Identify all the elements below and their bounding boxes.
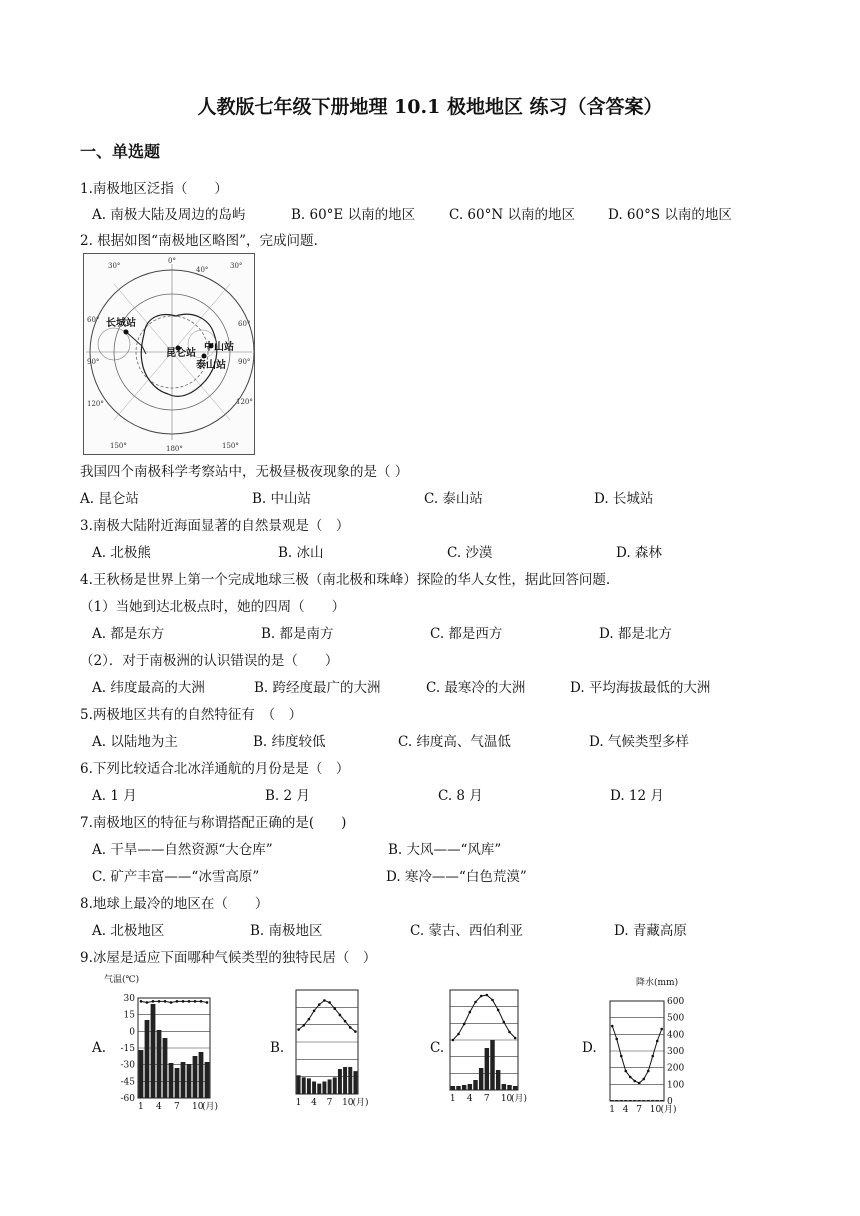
- climate-chart-d[interactable]: [598, 975, 698, 1118]
- map-degree-90e: 90°: [238, 358, 251, 366]
- map-degree-0: 0°: [168, 257, 176, 265]
- question-4-sub1: （1）当她到达北极点时，她的四周（ ）: [80, 599, 346, 615]
- chart-b-temp-point: [318, 1003, 321, 1006]
- q9-option-a-label[interactable]: A.: [92, 1040, 107, 1056]
- chart-b-precip-bar: [338, 1069, 342, 1094]
- chart-b-precip-bar: [348, 1067, 352, 1094]
- chart-c-temp-point: [486, 994, 489, 997]
- chart-d-precip-bar: [660, 1100, 663, 1101]
- q4-2-option-c[interactable]: C. 最寒冷的大洲: [426, 680, 526, 696]
- chart-b-precip-bar: [333, 1077, 337, 1094]
- chart-d-y-tick: 300: [667, 1047, 685, 1057]
- chart-a-x-tick: 4: [156, 1102, 162, 1112]
- chart-d-temp-point: [647, 1070, 650, 1073]
- q2-option-a[interactable]: A. 昆仑站: [80, 491, 139, 507]
- chart-a-precip-bar: [145, 1020, 150, 1098]
- q4-2-option-b[interactable]: B. 跨经度最广的大洲: [254, 680, 381, 696]
- chart-a-y-tick: -30: [120, 1060, 135, 1071]
- chart-a-y-tick: 30: [123, 994, 135, 1004]
- chart-a-temp-point: [164, 1000, 167, 1003]
- q4-2-option-d[interactable]: D. 平均海拔最低的大洲: [570, 680, 711, 696]
- chart-b-month-label: (月): [352, 1098, 369, 1108]
- map-degree-30w: 30°: [108, 262, 121, 270]
- q4-1-option-c[interactable]: C. 都是西方: [430, 626, 503, 642]
- chart-d-precip-bar: [647, 1100, 650, 1101]
- q8-option-c[interactable]: C. 蒙古、西伯利亚: [410, 923, 523, 939]
- chart-b-precip-bar: [317, 1084, 321, 1094]
- chart-b-temp-point: [297, 1028, 300, 1031]
- q7-option-b[interactable]: B. 大风——“风库”: [388, 842, 502, 858]
- map-degree-120w: 120°: [87, 400, 104, 408]
- chart-a-precip-bar: [205, 1062, 210, 1098]
- chart-b-temp-point: [323, 999, 326, 1002]
- question-2-prompt: 我国四个南极科学考察站中，无极昼极夜现象的是（ ）: [80, 464, 409, 480]
- chart-b-temp-point: [339, 1014, 342, 1017]
- question-6-stem: 6.下列比较适合北冰洋通航的月份是是（ ）: [80, 761, 350, 777]
- chart-d-x-tick: 10: [649, 1105, 662, 1115]
- q5-option-a[interactable]: A. 以陆地为主: [92, 734, 178, 750]
- chart-b-precip-bar: [312, 1082, 316, 1094]
- map-degree-150w: 150°: [110, 442, 127, 450]
- chart-b-precip-bar: [343, 1067, 347, 1094]
- chart-a-temp-point: [176, 1000, 179, 1003]
- chart-d-precip-bar: [642, 1100, 645, 1101]
- question-1-options: [92, 203, 792, 223]
- q2-option-c[interactable]: C. 泰山站: [424, 491, 483, 507]
- chart-a-precip-bar: [151, 1004, 156, 1098]
- chart-d-precip-bar: [620, 1100, 623, 1101]
- chart-b-x-tick: 4: [311, 1098, 317, 1108]
- chart-a-precip-bar: [139, 1050, 144, 1098]
- q9-option-d-label[interactable]: D.: [582, 1040, 597, 1056]
- q9-option-c-label[interactable]: C.: [430, 1040, 445, 1056]
- chart-d-precip-axis-label: 降水(mm): [636, 978, 679, 988]
- chart-d-precip-bar: [624, 1100, 627, 1101]
- chart-d-precip-bar: [629, 1100, 632, 1101]
- chart-b-precip-bar: [297, 1075, 301, 1094]
- q2-option-b[interactable]: B. 中山站: [252, 491, 312, 507]
- chart-d-y-tick: 500: [667, 1013, 685, 1024]
- chart-d-precip-bar: [638, 1100, 641, 1101]
- question-4-sub2: （2）．对于南极洲的认识错误的是（ ）: [80, 653, 339, 669]
- q1-option-a[interactable]: A. 南极大陆及周边的岛屿: [92, 207, 246, 223]
- q1-option-b[interactable]: B. 60°E 以南的地区: [291, 207, 416, 223]
- question-3-options: [92, 541, 792, 561]
- q7-option-d[interactable]: D. 寒冷——“白色荒漠”: [386, 869, 527, 885]
- climate-chart-c[interactable]: [444, 986, 534, 1110]
- chart-b-temp-point: [308, 1018, 311, 1021]
- chart-c-x-tick: 7: [483, 1094, 490, 1104]
- chart-d-y-tick: 200: [667, 1063, 685, 1074]
- chart-d-temp-point: [660, 1028, 663, 1031]
- chart-b-temp-point: [349, 1026, 352, 1029]
- chart-c-precip-bar: [507, 1085, 511, 1090]
- q1-option-d[interactable]: D. 60°S 以南的地区: [608, 207, 732, 223]
- climate-chart-d-svg: [598, 975, 698, 1118]
- chart-a-precip-bar: [199, 1052, 204, 1098]
- q6-option-a[interactable]: A. 1 月: [92, 788, 137, 804]
- chart-c-temp-point: [491, 999, 494, 1002]
- chart-d-temp-point: [620, 1055, 623, 1058]
- chart-a-temp-line: [141, 1001, 207, 1002]
- chart-a-precip-bar: [157, 1030, 162, 1098]
- chart-b-precip-bar: [353, 1071, 357, 1094]
- chart-c-precip-bar: [502, 1084, 506, 1090]
- chart-c-precip-bar: [451, 1086, 455, 1090]
- question-4-sub1-options: [92, 622, 792, 642]
- question-3-stem: 3.南极大陆附近海面显著的自然景观是（ ）: [80, 518, 350, 534]
- chart-c-month-label: (月): [511, 1094, 528, 1104]
- chart-a-temp-point: [182, 1000, 185, 1003]
- q7-option-c[interactable]: C. 矿产丰富——“冰雪高原”: [92, 869, 260, 885]
- chart-d-temp-point: [638, 1082, 641, 1085]
- chart-c-precip-bar: [490, 1040, 494, 1090]
- chart-d-month-label: (月): [660, 1105, 677, 1115]
- q8-option-a[interactable]: A. 北极地区: [92, 923, 165, 939]
- q5-option-d[interactable]: D. 气候类型多样: [589, 734, 689, 750]
- chart-a-precip-bar: [169, 1063, 174, 1098]
- map-degree-30e: 30°: [230, 262, 243, 270]
- chart-b-temp-point: [328, 1001, 331, 1004]
- q5-option-b[interactable]: B. 纬度较低: [253, 734, 326, 750]
- section-heading: 一、单选题: [80, 142, 161, 161]
- chart-b-temp-line: [299, 1000, 356, 1031]
- q5-option-c[interactable]: C. 纬度高、气温低: [398, 734, 511, 750]
- chart-b-temp-point: [313, 1010, 316, 1013]
- chart-c-temp-point: [503, 1021, 506, 1024]
- question-9-stem: 9.冰屋是适应下面哪种气候类型的独特民居（ ）: [80, 950, 377, 966]
- chart-c-temp-point: [463, 1023, 466, 1026]
- q4-2-option-a[interactable]: A. 纬度最高的大洲: [92, 680, 205, 696]
- chart-d-temp-point: [611, 1025, 614, 1028]
- q6-option-b[interactable]: B. 2 月: [265, 788, 310, 804]
- chart-c-temp-point: [469, 1011, 472, 1014]
- question-8-stem: 8.地球上最冷的地区在（ ）: [80, 896, 269, 912]
- chart-d-y-tick: 400: [667, 1030, 685, 1041]
- chart-c-temp-point: [457, 1033, 460, 1036]
- chart-d-temp-point: [651, 1055, 654, 1058]
- question-7-stem: 7.南极地区的特征与称谓搭配正确的是( ): [80, 815, 347, 831]
- q1-option-c[interactable]: C. 60°N 以南的地区: [449, 207, 575, 223]
- chart-a-y-tick: 0: [129, 1027, 135, 1038]
- question-2-stem: 2. 根据如图“南极地区略图”，完成问题.: [80, 233, 318, 249]
- chart-c-temp-point: [514, 1037, 517, 1040]
- question-7-options-row1: [92, 838, 792, 858]
- chart-c-temp-line: [453, 995, 515, 1040]
- chart-d-y-tick: 600: [667, 997, 685, 1007]
- climate-chart-b[interactable]: [290, 986, 370, 1114]
- chart-a-temp-axis-label: 气温(℃): [104, 975, 140, 985]
- chart-a-precip-bar: [187, 1064, 192, 1098]
- chart-a-y-tick: -15: [120, 1044, 135, 1054]
- chart-d-y-tick: 100: [667, 1080, 685, 1091]
- q3-option-c[interactable]: C. 沙漠: [447, 545, 493, 561]
- chart-c-precip-bar: [496, 1070, 500, 1090]
- chart-c-precip-bar: [468, 1084, 472, 1090]
- chart-c-temp-point: [480, 995, 483, 998]
- q2-option-d[interactable]: D. 长城站: [594, 491, 654, 507]
- chart-a-precip-bar: [193, 1056, 198, 1098]
- chart-b-x-tick: 1: [295, 1098, 302, 1108]
- chart-d-precip-bar: [615, 1100, 618, 1101]
- climate-chart-c-svg: [444, 986, 534, 1110]
- q4-1-option-a[interactable]: A. 都是东方: [92, 626, 165, 642]
- map-label-zhongshan: 中山站: [204, 342, 234, 353]
- map-degree-90w: 90°: [87, 358, 100, 366]
- chart-d-temp-point: [633, 1080, 636, 1083]
- chart-d-precip-bar: [651, 1100, 654, 1101]
- chart-c-precip-bar: [479, 1068, 483, 1090]
- map-degree-60w: 60°: [87, 316, 100, 324]
- map-degree-60e: 60°: [238, 320, 251, 328]
- chart-a-temp-point: [206, 1001, 209, 1004]
- chart-a-month-label: (月): [202, 1102, 219, 1112]
- question-5-stem: 5.两极地区共有的自然特征有 （ ）: [80, 707, 303, 723]
- chart-b-temp-point: [344, 1020, 347, 1023]
- chart-c-temp-point: [497, 1009, 500, 1012]
- antarctic-map: [83, 253, 255, 455]
- q3-option-a[interactable]: A. 北极熊: [92, 545, 151, 561]
- chart-c-precip-bar: [456, 1086, 460, 1090]
- chart-a-temp-point: [146, 1001, 149, 1004]
- map-degree-180: 180°: [166, 445, 183, 453]
- chart-c-precip-bar: [462, 1085, 466, 1090]
- climate-chart-a[interactable]: [104, 972, 224, 1117]
- chart-a-x-tick: 1: [138, 1102, 144, 1112]
- chart-a-precip-bar: [175, 1068, 180, 1098]
- chart-d-x-tick: 4: [622, 1105, 629, 1115]
- chart-d-x-tick: 7: [636, 1105, 642, 1115]
- chart-a-x-tick: 10: [192, 1102, 204, 1112]
- map-label-kunlun: 昆仑站: [166, 348, 196, 359]
- chart-b-temp-point: [302, 1024, 305, 1027]
- question-4-sub2-options: [92, 676, 792, 696]
- q6-option-c[interactable]: C. 8 月: [438, 788, 483, 804]
- chart-a-precip-bar: [181, 1062, 186, 1098]
- map-degree-40: 40°: [196, 266, 209, 274]
- question-2-options: [80, 487, 780, 507]
- chart-c-temp-point: [474, 1001, 477, 1004]
- chart-a-x-tick: 7: [174, 1102, 180, 1112]
- map-label-changcheng: 长城站: [106, 318, 136, 329]
- chart-a-y-tick: -45: [120, 1077, 135, 1088]
- q8-option-b[interactable]: B. 南极地区: [250, 923, 323, 939]
- chart-d-temp-point: [629, 1076, 632, 1079]
- q3-option-b[interactable]: B. 冰山: [278, 545, 324, 561]
- question-4-stem: 4.王秋杨是世界上第一个完成地球三极（南北极和珠峰）探险的华人女性，据此回答问题.: [80, 572, 611, 588]
- chart-d-temp-point: [624, 1070, 627, 1073]
- map-degree-150e: 150°: [222, 442, 239, 450]
- q6-option-d[interactable]: D. 12 月: [610, 788, 664, 804]
- question-8-options: [92, 919, 792, 939]
- chart-b-x-tick: 10: [342, 1098, 354, 1108]
- page-title: 人教版七年级下册地理 10.1 极地地区 练习（含答案）: [197, 96, 663, 118]
- chart-c-x-tick: 1: [449, 1094, 456, 1104]
- chart-c-x-tick: 4: [466, 1094, 473, 1104]
- chart-c-precip-bar: [473, 1080, 477, 1090]
- chart-a-temp-point: [170, 1001, 173, 1004]
- chart-c-temp-point: [452, 1039, 455, 1042]
- climate-chart-b-svg: [290, 986, 370, 1114]
- climate-chart-a-svg: [104, 972, 224, 1117]
- chart-a-temp-point: [200, 1000, 203, 1003]
- antarctic-map-drawing: [84, 254, 254, 454]
- question-1-stem: 1.南极地区泛指（ ）: [80, 181, 228, 197]
- chart-d-temp-point: [642, 1078, 645, 1081]
- q7-option-a[interactable]: A. 干旱——自然资源“大仓库”: [92, 842, 273, 858]
- q4-1-option-d[interactable]: D. 都是北方: [599, 626, 672, 642]
- chart-b-x-tick: 7: [326, 1098, 333, 1108]
- chart-b-temp-point: [333, 1007, 336, 1010]
- question-5-options: [92, 730, 792, 750]
- chart-d-precip-bar: [633, 1100, 636, 1101]
- q4-1-option-b[interactable]: B. 都是南方: [261, 626, 334, 642]
- q9-option-b-label[interactable]: B.: [270, 1040, 285, 1056]
- question-7-options-row2: [92, 865, 792, 885]
- chart-c-temp-point: [508, 1031, 511, 1034]
- chart-c-x-tick: 10: [500, 1094, 513, 1104]
- chart-b-precip-bar: [302, 1077, 306, 1094]
- chart-d-precip-bar: [611, 1100, 614, 1101]
- chart-a-y-tick: 15: [123, 1010, 135, 1021]
- chart-b-temp-point: [354, 1030, 357, 1033]
- map-label-taishan: 泰山站: [196, 360, 226, 371]
- chart-d-temp-point: [615, 1038, 618, 1041]
- chart-a-temp-point: [194, 1000, 197, 1003]
- chart-d-temp-point: [656, 1040, 659, 1043]
- chart-c-precip-bar: [513, 1086, 517, 1090]
- chart-d-precip-bar: [656, 1100, 659, 1101]
- chart-b-precip-bar: [307, 1078, 311, 1094]
- chart-d-x-tick: 1: [609, 1105, 615, 1115]
- chart-a-temp-point: [158, 1000, 161, 1003]
- chart-a-precip-bar: [163, 1038, 168, 1098]
- chart-a-temp-point: [140, 1000, 143, 1003]
- q8-option-d[interactable]: D. 青藏高原: [614, 923, 687, 939]
- question-6-options: [92, 784, 792, 804]
- chart-b-precip-bar: [328, 1079, 332, 1094]
- chart-a-temp-point: [152, 1000, 155, 1003]
- q3-option-d[interactable]: D. 森林: [616, 545, 662, 561]
- chart-c-precip-bar: [485, 1048, 489, 1090]
- map-degree-120e: 120°: [236, 398, 253, 406]
- chart-a-y-tick: -60: [120, 1094, 135, 1104]
- chart-a-temp-point: [188, 1000, 191, 1003]
- chart-b-precip-bar: [322, 1082, 326, 1094]
- chart-d-y-tick: 0: [667, 1097, 673, 1107]
